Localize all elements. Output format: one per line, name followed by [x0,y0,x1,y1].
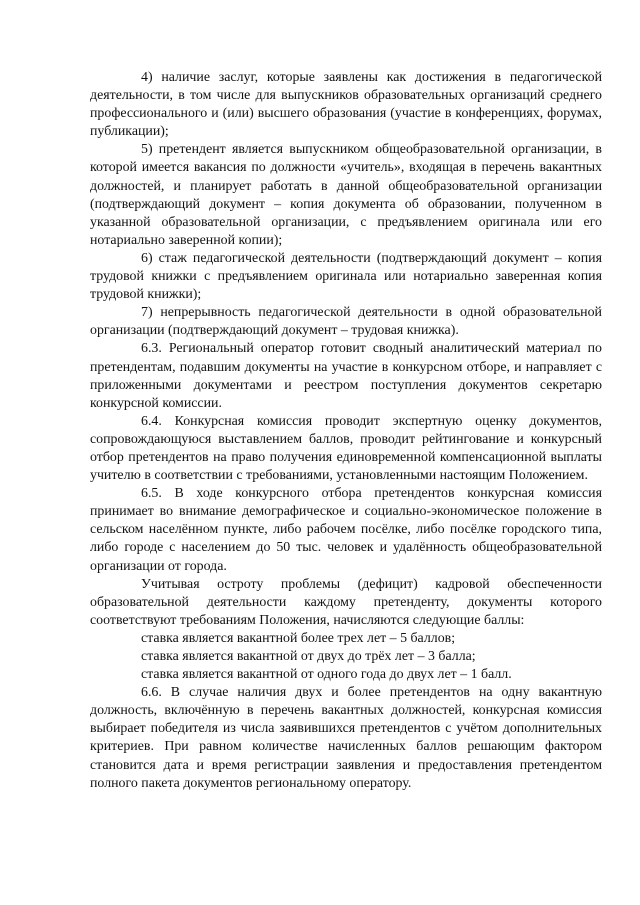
paragraph-item-7: 7) непрерывность педагогической деятельности в одной образовательной организации (подтверждающий документ – трудовая книжка). [90,305,602,339]
paragraph-scoring-intro: Учитывая остроту проблемы (дефицит) кадровой обеспеченности образовательной деятельности каждому претенденту, документы которого соответствуют требованиям Положения, начисляются следующие баллы: [90,576,602,628]
scoring-line-1-point: ставка является вакантной от одного года до двух лет – 1 балл. [141,667,512,683]
paragraph-6-6: 6.6. В случае наличия двух и более претендентов на одну вакантную должность, включённую в перечень вакантных должностей, конкурсная комиссия выбирает победителя из числа заявившихся претендентов с учётом дополнительных критериев. При равном количестве начисленных баллов решающим фактором становится дата и время регистрации заявления и предоставления претендентом полного пакета документов региональному оператору. [90,685,602,791]
paragraph-item-6: 6) стаж педагогической деятельности (подтверждающий документ – копия трудовой книжки с предъявлением оригинала или нотариально заверенная копия трудовой книжки); [90,250,602,303]
paragraph-6-4: 6.4. Конкурсная комиссия проводит экспертную оценку документов, сопровождающуюся выставлением баллов, проводит рейтингование и конкурсный отбор претендентов на право получения единовременной компенсационной выплаты учителю в соответствии с требованиями, установленными настоящим Положением. [90,413,602,484]
scoring-line-3-points: ставка является вакантной от двух до трёх лет – 3 балла; [141,649,476,664]
paragraph-6-5: 6.5. В ходе конкурсного отбора претендентов конкурсная комиссия принимает во внимание демографическое и социально-экономическое положение в сельском населённом пункте, либо рабочем посёлке, либо посёлке городского типа, либо городе с населением до 50 тыс. человек и удалённость общеобразовательной организации от города. [90,486,602,574]
scoring-line-5-points: ставка является вакантной более трех лет – 5 баллов; [141,630,456,646]
paragraph-item-4: 4) наличие заслуг, которые заявлены как достижения в педагогической деятельности, в том числе для выпускников образовательных организаций среднего профессионального и (или) высшего образования (участие в конференциях, форумах, публикации); [90,70,602,140]
paragraph-item-5: 5) претендент является выпускником общеобразовательной организации, в которой имеется вакансия по должности «учитель», входящая в перечень вакантных должностей, и планирует работать в данной общеобразовательной организации (подтверждающий документ – копия документа об образовании, полученном в указанной образовательной организации, с предъявлением оригинала или его нотариально заверенной копии); [90,142,602,248]
document-page [90,69,602,793]
paragraph-6-3: 6.3. Региональный оператор готовит сводный аналитический материал по претендентам, подавшим документы на участие в конкурсном отборе, и направляет с приложенными документами и реестром поступления документов секретарю конкурсной комиссии. [90,341,602,411]
